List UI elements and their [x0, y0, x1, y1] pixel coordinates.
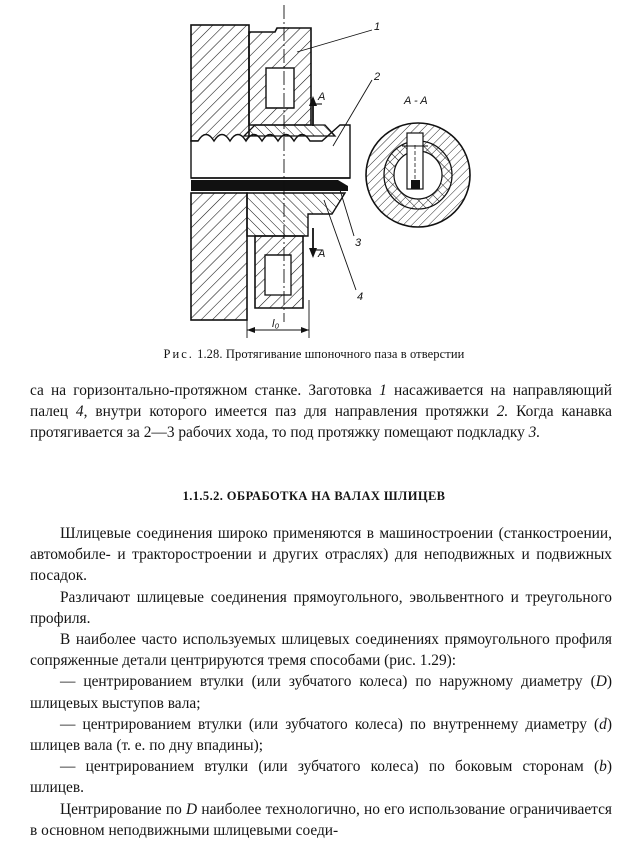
dimension-label: l₀: [272, 318, 280, 330]
svg-text:3: 3: [355, 237, 362, 249]
caption-prefix: Рис.: [163, 347, 194, 361]
paragraph-2: Различают шлицевые соединения прямоугольного, эвольвентного и треугольного профиля.: [30, 588, 612, 627]
section-body: [30, 523, 612, 841]
paragraph-continuation: са на горизонтально-протяжном станке. Заготовка 1 насаживается на направляющий палец 4, внутри которого имеется паз для направления протяжки 2. Когда канавка протягивается за 2—3 рабочих хода, то под протяжку помещают подкладку 3.: [30, 382, 612, 442]
broaching-drawing: [0, 0, 628, 345]
paragraph-1: Шлицевые соединения широко применяются в машиностроении (станкостроении, автомобиле- и тракторостроении и других отраслях) для неподвижных и подвижных посадок.: [30, 525, 612, 585]
caption-text: Протягивание шпоночного паза в отверстии: [225, 347, 465, 361]
figure-caption: [0, 347, 628, 362]
section-letter-upper: A: [318, 91, 326, 103]
caption-number: 1.28.: [197, 347, 223, 361]
shim: [191, 180, 348, 191]
svg-text:4: 4: [357, 291, 364, 303]
workpiece-upper: [191, 25, 311, 141]
section-letter-lower: A: [318, 248, 326, 260]
list-item-outer-diameter: — центрированием втулки (или зубчатого колеса) по наружному диаметру (D) шлицевых выступов вала;: [30, 673, 612, 712]
paragraph-4: Центрирование по D наиболее технологично, но его использование ограничивается в основном неподвижными шлицевыми соеди-: [30, 800, 613, 839]
section-mark-lower: [309, 228, 325, 260]
callout-4: [324, 200, 363, 303]
figure-broaching-keyway: [0, 0, 628, 345]
list-item-inner-diameter: — центрированием втулки (или зубчатого колеса) по внутреннему диаметру (d) шлицев вала (т. е. по дну впадины);: [30, 715, 612, 755]
section-view-title: A - A: [404, 95, 428, 107]
section-view-a-a: [366, 95, 470, 227]
callout-2: [333, 71, 380, 146]
continuation-text: [30, 380, 612, 444]
list-item-side-faces: — центрированием втулки (или зубчатого колеса) по боковым сторонам (b) шлицев.: [30, 758, 612, 797]
svg-text:2: 2: [374, 71, 381, 83]
paragraph-3: В наиболее часто используемых шлицевых соединениях прямоугольного профиля сопряженные детали центрируются тремя способами (рис. 1.29):: [30, 631, 612, 670]
callout-3: [340, 190, 362, 249]
svg-text:1: 1: [374, 21, 381, 33]
section-heading: 1.1.5.2. ОБРАБОТКА НА ВАЛАХ ШЛИЦЕВ: [182, 489, 446, 503]
